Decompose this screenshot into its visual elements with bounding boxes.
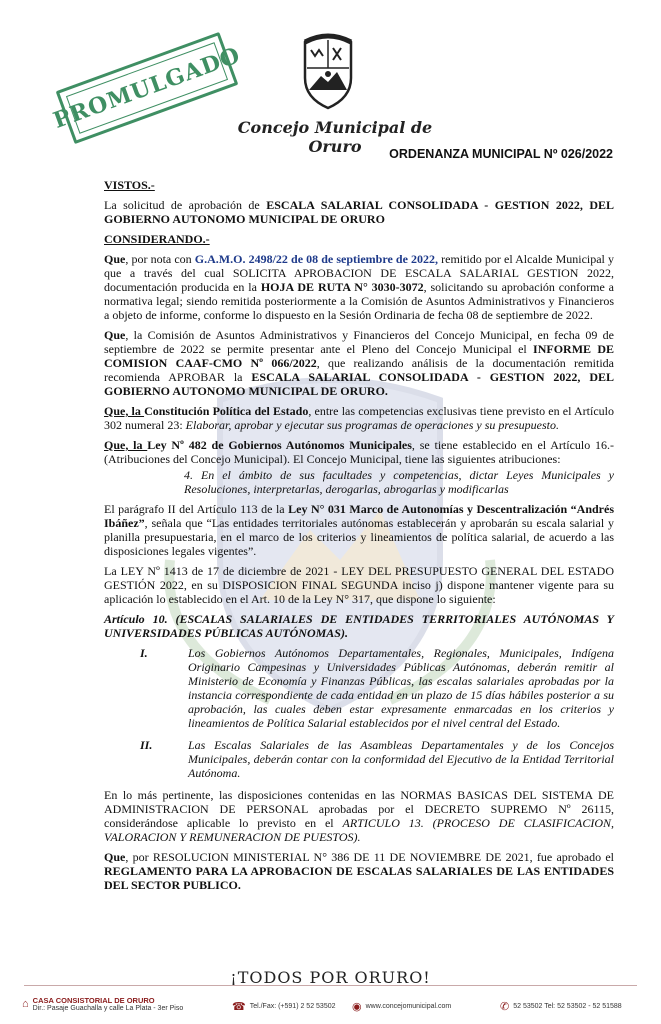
considerando-paragraph-7: En lo más pertinente, las disposiciones contenidas en las NORMAS BASICAS DEL SISTEMA DE ADMINISTRACION DE PERSONAL aprobadas por el DECRETO SUPREMO Nº 26115, considerándose aplicable lo previsto en el ARTICULO 13. (PROCESO DE CLASIFICACION, VALORACION Y REMUNERACION DE PUESTOS). — [104, 788, 615, 844]
document-body — [104, 178, 614, 898]
globe-icon: ◉ — [352, 1001, 362, 1013]
ordinance-number: ORDENANZA MUNICIPAL Nº 026/2022 — [389, 147, 613, 161]
footer-website: ◉ www.concejomunicipal.com — [352, 1001, 452, 1013]
coat-of-arms-logo — [297, 28, 359, 110]
vistos-heading: VISTOS.- — [104, 178, 155, 192]
article-item-2: II. Las Escalas Salariales de las Asambleas Departamentales y de los Concejos Municipales, deberán contar con la conformidad del Ejecutivo de la Entidad Territorial Autónoma. — [140, 738, 614, 780]
whatsapp-icon: ✆ — [500, 1001, 510, 1013]
phone-icon: ☎ — [232, 1001, 246, 1013]
considerando-paragraph-5: El parágrafo II del Artículo 113 de la Ley N° 031 Marco de Autonomías y Descentralización “Andrés Ibáñez”, señala que “Las entidades territoriales autónomas establecerán y aprobarán su escala salarial y planilla presupuestaria, en el marco de los criterios y lineamientos de política salarial, de acuerdo a las disposiciones legales vigentes”. — [104, 502, 614, 558]
considerando-paragraph-8: Que, por RESOLUCION MINISTERIAL N° 386 DE 11 DE NOVIEMBRE DE 2021, fue aprobado el REGLAMENTO PARA LA APROBACION DE ESCALAS SALARIALES DE LAS ENTIDADES DEL SECTOR PUBLICO. — [104, 850, 614, 892]
stamp-text: PROMULGADO — [49, 42, 245, 134]
considerando-paragraph-6: La LEY Nº 1413 de 17 de diciembre de 2021 - LEY DEL PRESUPUESTO GENERAL DEL ESTADO GESTIÓN 2022, en su DISPOSICION FINAL SEGUNDA inciso j) dispone mantener vigente para su aplicación lo establecido en el Art. 10 de la Ley N° 317, que dispone lo siguiente: — [104, 564, 614, 606]
considerando-paragraph-2: Que, la Comisión de Asuntos Administrativos y Financieros del Concejo Municipal, en fecha 09 de septiembre de 2022 se permite presentar ante el Pleno del Concejo Municipal el INFORME DE COMISION CAAF-CMO Nº 066/2022, que realizando análisis de la documentación remitida recomienda APROBAR la ESCALA SALARIAL CONSOLIDADA - GESTION 2022, DEL GOBIERNO AUTONOMO MUNICIPAL DE ORURO. — [104, 328, 614, 398]
article-item-1: I. Los Gobiernos Autónomos Departamentales, Regionales, Municipales, Indígena Originario Campesinas y Universidades Públicas Autónomas, deberán remitir al Ministerio de Economía y Finanzas Públicas, las escalas salariales aprobadas por la instancia correspondiente de cada entidad en un plazo de 15 días hábiles posterior a su aprobación, las cuales deben estar expresamente enmarcadas en los criterios y lineamientos de Política Salarial establecidos por el nivel central del Estado. — [140, 646, 614, 730]
footer-phones: ✆ 52 53502 Tel: 52 53502 - 52 51588 — [500, 1001, 622, 1013]
considerando-paragraph-4: Que, la Ley Nº 482 de Gobiernos Autónomos Municipales, se tiene establecido en el Artículo 16.- (Atribuciones del Concejo Municipal). El Concejo Municipal, tiene las siguientes atribuciones: — [104, 438, 615, 466]
footer-slogan: ¡TODOS POR ORURO! — [230, 968, 431, 987]
considerando-paragraph-1: Que, por nota con G.A.M.O. 2498/22 de 08 de septiembre de 2022, remitido por el Alcalde Municipal y que a través del cual SOLICITA APROBACION DE ESCALA SALARIAL GESTION 2022, documentación producida en la HOJA DE RUTA N° 3030-3072, solicitando su aprobación conforme a normativa legal; siendo remitida posteriormente a la Comisión de Asuntos Administrativos y Financieros a objeto de informe, conforme lo dispuesto en la Sesión Ordinaria de fecha 08 de septiembre de 2022. — [104, 252, 615, 322]
location-pin-icon: ⌂ — [22, 998, 29, 1010]
promulgado-stamp — [49, 32, 245, 144]
footer-phone: ☎ Tel./Fax: (+591) 2 52 53502 — [232, 1001, 336, 1013]
council-name: Concejo Municipal de Oruro — [237, 118, 433, 156]
footer — [22, 992, 642, 1018]
attribution-item-4: 4. En el ámbito de sus facultades y competencias, dictar Leyes Municipales y Resoluciones, interpretarlas, derogarlas, abrogarlas y modificarlas — [184, 468, 614, 496]
considerando-paragraph-3: Que, la Constitución Política del Estado, entre las competencias exclusivas tiene previsto en el Artículo 302 numeral 23: Elaborar, aprobar y ejecutar sus programas de operaciones y su presupuesto. — [104, 404, 614, 432]
footer-divider — [24, 985, 637, 986]
considerando-heading: CONSIDERANDO.- — [104, 232, 210, 246]
footer-address: ⌂ CASA CONSISTORIAL DE ORURO Dir.: Pasaje Guachalla y calle La Plata - 3er Piso — [22, 996, 184, 1012]
vistos-paragraph: La solicitud de aprobación de ESCALA SALARIAL CONSOLIDADA - GESTION 2022, DEL GOBIERNO AUTONOMO MUNICIPAL DE ORURO — [104, 198, 615, 226]
article-10-title: Artículo 10. (ESCALAS SALARIALES DE ENTIDADES TERRITORIALES AUTÓNOMAS Y UNIVERSIDADES PÚBLICAS AUTÓNOMAS). — [104, 612, 614, 640]
